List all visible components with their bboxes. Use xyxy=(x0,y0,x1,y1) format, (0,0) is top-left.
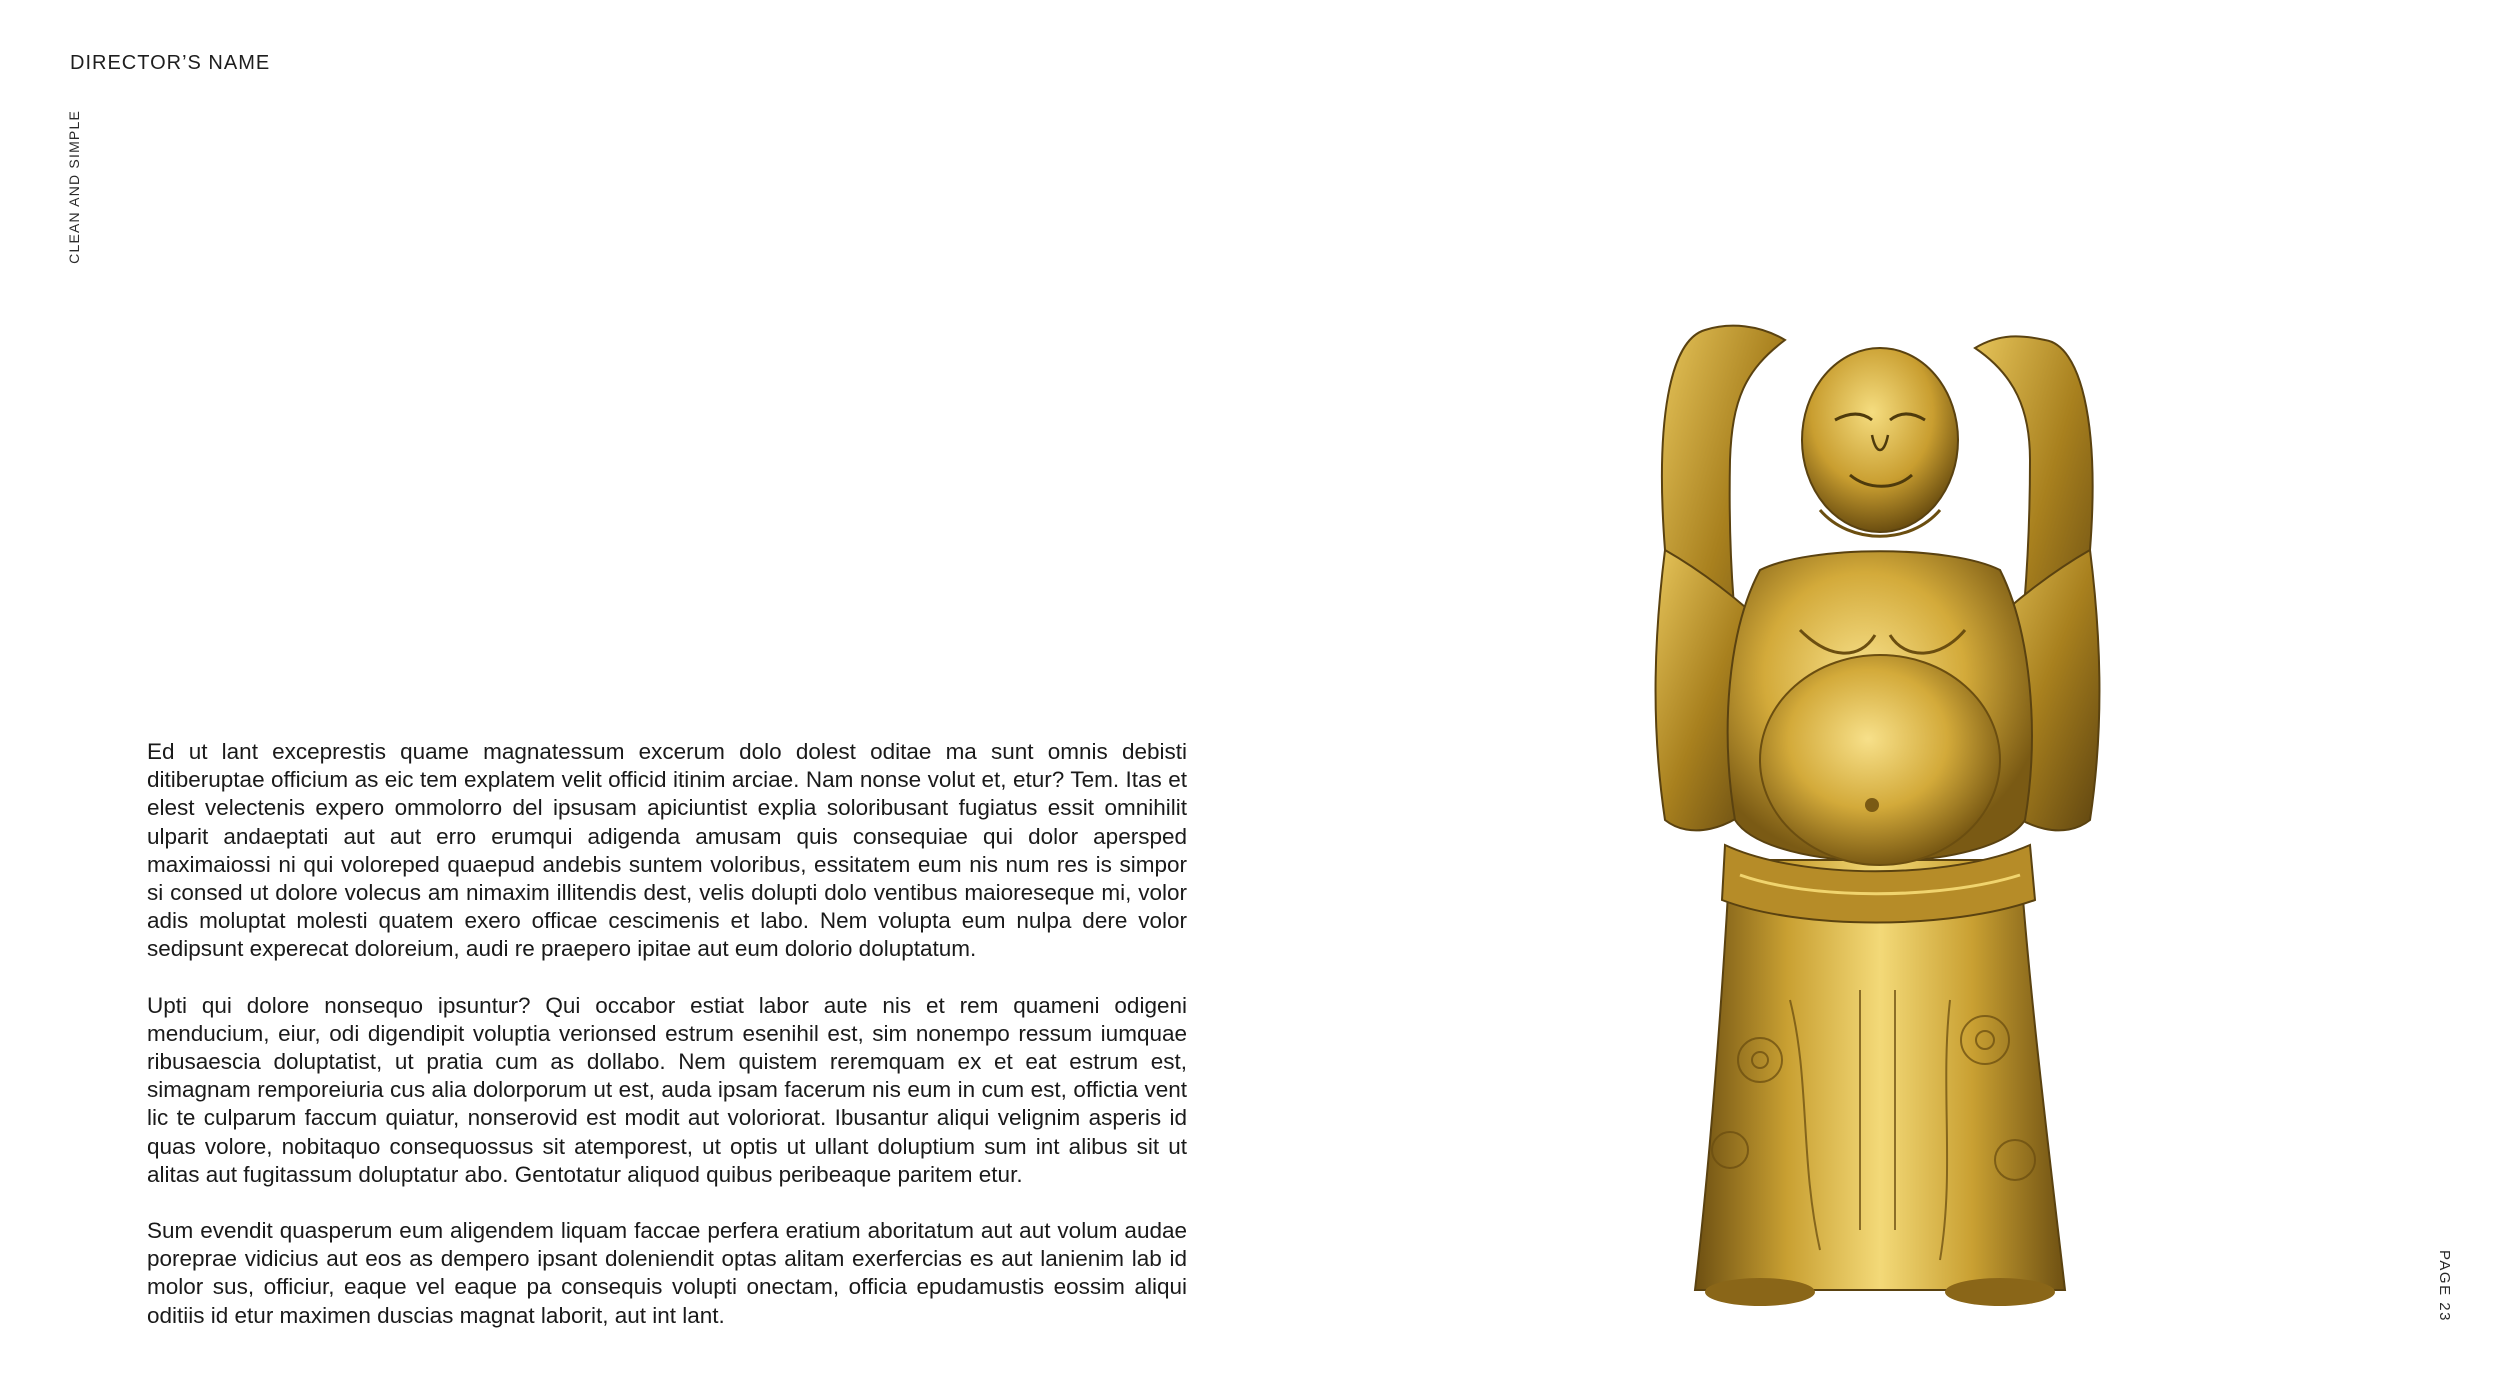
robe xyxy=(1695,860,2065,1290)
side-label: CLEAN AND SIMPLE xyxy=(66,110,82,264)
head xyxy=(1802,348,1958,532)
paragraph-1: Ed ut lant exceprestis quame magnatessum excerum dolo dolest oditae ma sunt omnis debisti ditiberuptae officium as eic tem explatem velit officid itinim arciae. Nam nonse volut et, etur? Tem. Itas et elest velectenis expero ommolorro del ipsusam apiciuntist explia soloribusant fugiatus essit omnihilit ulparit andaeptati aut aut erro erumqui adigenda amusam quis consequiae qui dolor apersped maximaiossi ni qui voloreped quaepud andebis suntem voloribus, essitatem eum nis num res is simpor si consed ut dolore volecus am nimaxim illitendis dest, velis dolupti dolo ventibus maioreseque mi, volor adis moluptat molesti quatem exero officae cescimenis et labo. Nem volupta eum nulpa dere volor sedipsunt experecat doloreium, audi re praepero ipitae aut eum dolorio doluptatum. xyxy=(147,739,1187,962)
director-name: DIRECTOR’S NAME xyxy=(70,52,271,74)
belly xyxy=(1760,655,2000,865)
paragraph-2: Upti qui dolore nonsequo ipsuntur? Qui occabor estiat labor aute nis et rem quameni odigeni menducium, eiur, odi digendipit voluptia verionsed estrum esenihil est, sim nonempo ressum iumquae ribusaescia doluptatist, ut pratia cum as dollabo. Nem quistem reremquam ex et eat estrum est, simagnam remporeiuria cus alia dolorporum ut est, auda ipsam facerum nis eum in cum est, offictia vent lic te culparum faccum quiatur, nonserovid est modit aut voloriorat. Ibusantur aliqui velignim asperis id quas volore, nobitaquo consequossus sit atemporest, ut optis ut ullant doluptium sum int alibus sit ut alitas aut fugitassum doluptatur abo. Gentotatur aliquod quibus peribeaque paritem etur. xyxy=(147,992,1187,1187)
body-text xyxy=(147,738,1187,1358)
buddha-statue-image xyxy=(1610,300,2200,1330)
paragraph-3: Sum evendit quasperum eum aligendem liquam faccae perfera eratium aboritatum aut aut volum audae poreprae vidicius aut eos as dempero ipsant doleniendit optas alitam exerfercias es aut lanienim lab id molor sus, officiur, eaque vel eaque pa consequis volupti onectam, officia epudamustis eossim aliqui oditiis id etur maximen duscias magnat laborit, aut int lant. xyxy=(147,1218,1187,1328)
page-number: PAGE 23 xyxy=(2436,1250,2453,1322)
